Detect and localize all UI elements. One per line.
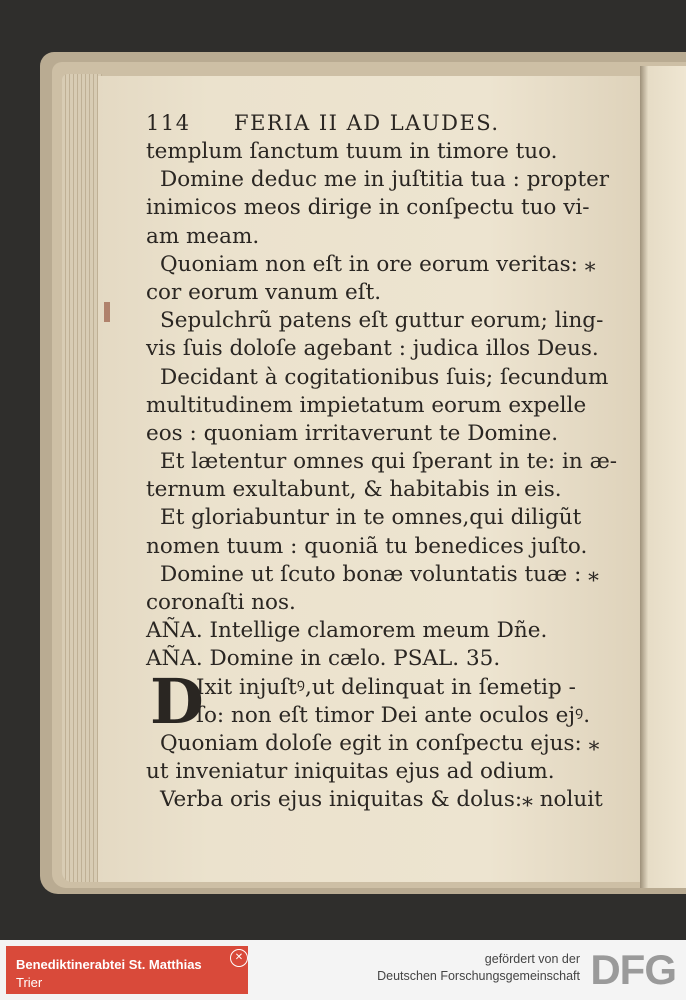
text-line: Ixit injuſtꝰ,ut delinquat in ſemetip -	[196, 674, 576, 700]
text-line: templum ſanctum tuum in timore tuo.	[146, 139, 558, 164]
text-line: Domine deduc me in juſtitia tua : propter	[160, 167, 610, 193]
running-header	[146, 108, 616, 138]
page-text	[146, 108, 616, 815]
footer-bar	[0, 940, 686, 1000]
text-line: ſo: non eſt timor Dei ante oculos ejꝰ.	[196, 702, 591, 728]
text-line: Verba oris ejus iniquitas & dolus:⁎ noluit	[160, 787, 603, 813]
funder-text	[377, 951, 580, 985]
antiphon-psalm-line: AÑA. Domine in cælo. PSAL. 35.	[146, 646, 501, 672]
text-line: Et lætentur omnes qui ſperant in te: in æ-	[160, 449, 618, 475]
text-line: Quoniam non eſt in ore eorum veritas: ⁎	[160, 251, 596, 277]
institution-city: Trier	[16, 975, 43, 990]
funder-line-1: gefördert von der	[484, 952, 580, 966]
text-line: Sepulchrũ patens eſt guttur eorum; ling-	[160, 308, 604, 334]
dfg-logo[interactable]: DFG	[590, 946, 676, 993]
text-line: Et gloriabuntur in te omnes,qui diligũt	[160, 505, 582, 531]
text-line: ut inveniatur iniquitas ejus ad odium.	[146, 759, 555, 785]
text-line: ternum exultabunt, & habitabis in eis.	[146, 477, 562, 503]
facing-page-edge	[640, 66, 686, 888]
bookmark-tab	[104, 302, 110, 322]
text-line: cor eorum vanum eſt.	[146, 279, 382, 305]
text-line: vis ſuis doloſe agebant : judica illos Deus.	[146, 336, 599, 362]
text-line: Domine ut ſcuto bonæ voluntatis tuæ : ⁎	[160, 561, 599, 587]
antiphon-line: AÑA. Intellige clamorem meum Dñe.	[146, 618, 548, 644]
psalm-start	[146, 664, 616, 815]
institution-logo-icon: ✕	[230, 949, 248, 967]
text-line: coronaſti nos.	[146, 590, 296, 615]
text-line: am meam.	[146, 223, 260, 249]
page-edges	[62, 74, 102, 882]
text-line: Quoniam doloſe egit in conſpectu ejus: ⁎	[160, 730, 600, 756]
text-line: multitudinem impietatum eorum expelle	[146, 392, 587, 418]
text-line: eos : quoniam irritaverunt te Domine.	[146, 420, 559, 446]
institution-name: Benediktinerabtei St. Matthias	[16, 957, 202, 972]
text-line: nomen tuum : quoniã tu benedices juſto.	[146, 533, 588, 559]
drop-cap-initial: D	[150, 664, 204, 738]
funder-line-2: Deutschen Forschungsgemeinschaft	[377, 969, 580, 983]
page-number: 114	[146, 111, 191, 135]
institution-link[interactable]	[6, 946, 248, 994]
text-line: Decidant à cogitationibus ſuis; ſecundum	[160, 364, 609, 390]
running-head-title: FERIA II AD LAUDES.	[234, 111, 500, 135]
text-line: inimicos meos dirige in conſpectu tuo vi-	[146, 195, 590, 221]
